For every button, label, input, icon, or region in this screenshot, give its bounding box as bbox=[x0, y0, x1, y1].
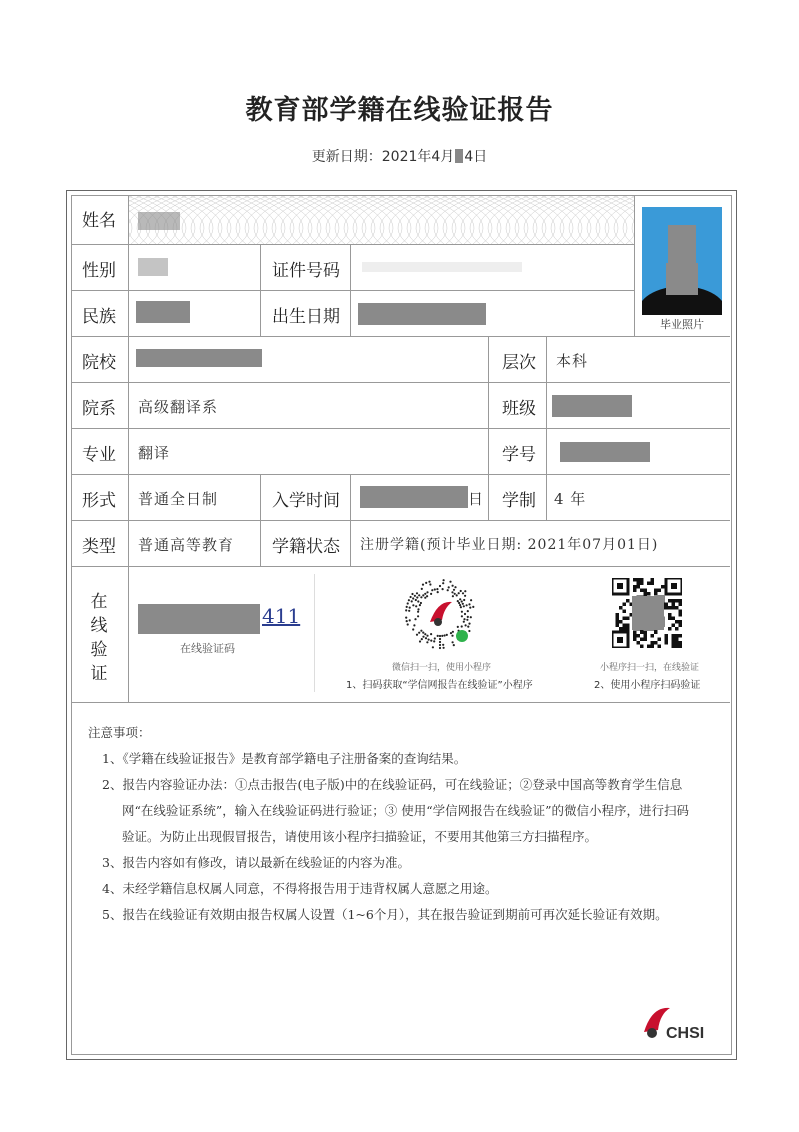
duration-value: 4 年 bbox=[554, 490, 587, 508]
ethnicity-redacted bbox=[136, 301, 190, 323]
gender-label: 性别 bbox=[82, 261, 116, 281]
security-pattern bbox=[128, 196, 634, 244]
svg-text:CHSI: CHSI bbox=[666, 1025, 705, 1042]
type-label: 类型 bbox=[82, 537, 116, 557]
wechat-miniprogram-code[interactable] bbox=[404, 578, 476, 650]
wechat-step: 1、扫码获取“学信网报告在线验证”小程序 bbox=[346, 680, 533, 691]
notes-section bbox=[88, 720, 698, 928]
duration-label: 学制 bbox=[502, 491, 536, 511]
student-no-redacted bbox=[560, 442, 650, 462]
name-label: 姓名 bbox=[82, 211, 116, 231]
major-label: 专业 bbox=[82, 445, 116, 465]
birth-redacted bbox=[358, 303, 486, 325]
status-value: 注册学籍(预计毕业日期: 2021年07月01日) bbox=[360, 537, 659, 553]
photo-caption: 毕业照片 bbox=[660, 318, 704, 331]
note-item-5: 5、报告在线验证有效期由报告权属人设置（1~6个月），其在报告验证到期前可再次延长验证有效期。 bbox=[102, 907, 668, 922]
redacted-day bbox=[455, 149, 463, 163]
notes-heading: 注意事项： bbox=[88, 725, 151, 740]
form-value: 普通全日制 bbox=[138, 490, 219, 508]
level-value: 本科 bbox=[556, 352, 589, 370]
chsi-logo bbox=[640, 1000, 720, 1042]
student-no-label: 学号 bbox=[502, 445, 536, 465]
gender-redacted bbox=[138, 258, 168, 276]
verify-code-caption: 在线验证码 bbox=[180, 642, 235, 655]
wechat-note: 微信扫一扫，使用小程序 bbox=[392, 663, 492, 673]
status-label: 学籍状态 bbox=[272, 537, 340, 557]
verify-code-redacted bbox=[138, 604, 260, 634]
enroll-suffix: 日 bbox=[468, 490, 485, 508]
graduation-photo bbox=[642, 207, 722, 315]
update-date: 更新日期：2021年4月 4日 bbox=[311, 149, 488, 165]
class-redacted bbox=[552, 395, 632, 417]
mini-program-note: 小程序扫一扫，在线验证 bbox=[600, 663, 700, 673]
online-verify-label: 在线验证 bbox=[90, 592, 108, 684]
school-redacted bbox=[136, 349, 262, 367]
class-label: 班级 bbox=[502, 399, 536, 419]
note-item-2: 2、报告内容验证办法：①点击报告(电子版)中的在线验证码，可在线验证；②登录中国高等教育学生信息网“在线验证系统”，输入在线验证码进行验证；③ 使用“学信网报告在线验证”的微信小程序，进行扫码验证。为防止出现假冒报告，请使用该小程序扫描验证，不要用其他第三方扫描程序。 bbox=[102, 777, 690, 844]
mini-program-step: 2、使用小程序扫码验证 bbox=[594, 680, 701, 691]
dept-value: 高级翻译系 bbox=[138, 398, 219, 416]
note-item-3: 3、报告内容如有修改，请以最新在线验证的内容为准。 bbox=[102, 855, 410, 870]
report-title: 教育部学籍在线验证报告 bbox=[245, 95, 554, 126]
level-label: 层次 bbox=[502, 353, 536, 373]
ethnicity-label: 民族 bbox=[82, 307, 116, 327]
note-item-1: 1、《学籍在线验证报告》是教育部学籍电子注册备案的查询结果。 bbox=[102, 751, 467, 766]
note-item-4: 4、未经学籍信息权属人同意，不得将报告用于违背权属人意愿之用途。 bbox=[102, 881, 498, 896]
enroll-label: 入学时间 bbox=[272, 491, 340, 511]
dept-label: 院系 bbox=[82, 399, 116, 419]
verify-code-link[interactable]: 411 bbox=[262, 604, 301, 628]
name-redacted bbox=[138, 212, 180, 230]
type-value: 普通高等教育 bbox=[138, 536, 235, 554]
id-label: 证件号码 bbox=[272, 261, 340, 281]
enroll-redacted bbox=[360, 486, 468, 508]
major-value: 翻译 bbox=[138, 444, 171, 462]
school-label: 院校 bbox=[82, 353, 116, 373]
qr-code[interactable] bbox=[612, 578, 682, 648]
form-label: 形式 bbox=[82, 491, 116, 511]
id-redacted bbox=[362, 262, 522, 272]
birth-label: 出生日期 bbox=[272, 307, 340, 327]
